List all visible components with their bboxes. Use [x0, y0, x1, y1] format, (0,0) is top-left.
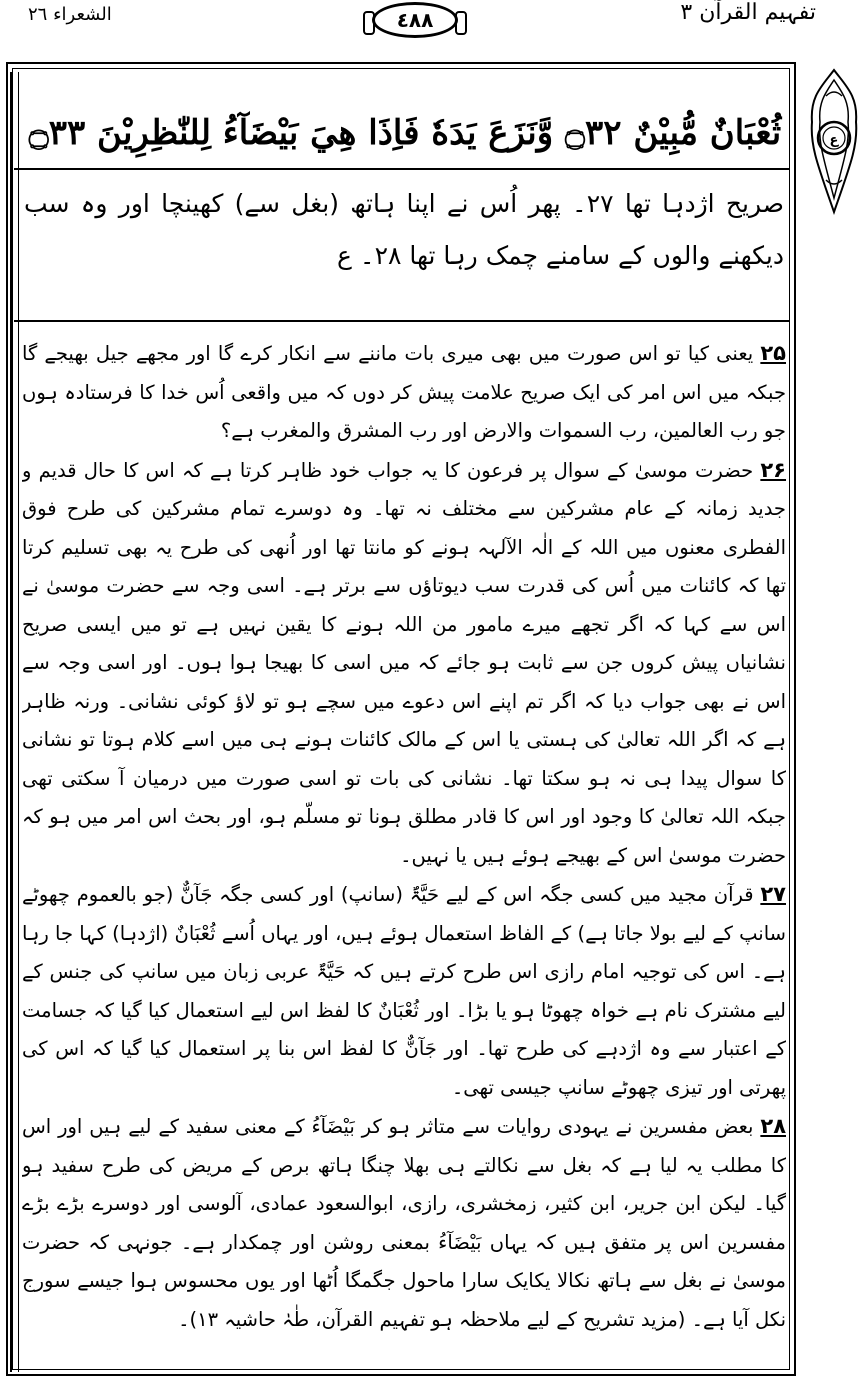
ruku-ornament-icon: [806, 66, 862, 216]
running-header-book-title: تفہیم القرآن ۳: [680, 0, 816, 25]
page-number: ٤٨٨: [396, 8, 434, 32]
footnote: [22, 1107, 786, 1339]
footnote-text: قرآن مجید میں کسی جگہ اس کے لیے حَیَّۃٌ (سانپ) اور کسی جگہ جَآنٌّ (جو بالعموم چھوٹے سانپ کے لیے بولا جاتا ہے) کے الفاظ استعمال ہوئے ہیں، اور یہاں اُسے ثُعْبَانٌ (اژدہا) کہا جا رہا ہے۔ اس کی توجیہ امام رازی اس طرح کرتے ہیں کہ حَیَّۃٌ عربی زبان میں سانپ کی جنس کے لیے مشترک نام ہے خواہ چھوٹا ہو یا بڑا۔ اور ثُعْبَانٌ کا لفظ اس لیے استعمال کیا گیا کہ جسامت کے اعتبار سے وہ اژدہے کی طرح تھا۔ اور جَآنٌّ کا لفظ اس بنا پر استعمال کیا گیا کہ اس کی پھرتی اور تیزی چھوٹے سانپ جیسی تھی۔: [22, 883, 786, 1099]
quran-verse: ثُعْبَانٌ مُّبِيْنٌ ۝٣٢ وَّنَزَعَ يَدَهٗ فَاِذَا هِيَ بَيْضَآءُ لِلنّٰظِرِيْنَ ۝٣٣: [28, 113, 782, 153]
footnote: [22, 334, 786, 451]
page-number-badge: [372, 2, 458, 38]
verse-divider: [14, 168, 790, 170]
footnote-text: یعنی کیا تو اس صورت میں بھی میری بات ماننے سے انکار کرے گا اور مجھے جیل بھیجے گا جبکہ میں اس امر کی ایک صریح علامت پیش کر دوں کہ میں واقعی اُس خدا کا فرستادہ ہوں جو رب العالمین، رب السموات والارض اور رب المشرق والمغرب ہے؟: [22, 342, 786, 442]
footnote-text: بعض مفسرین نے یہودی روایات سے متاثر ہو کر بَیْضَآءُ کے معنی سفید کے لیے ہیں اور اس کا مطلب یہ لیا ہے کہ بغل سے نکالتے ہی بھلا چنگا ہاتھ برص کے مریض کی طرح سفید ہو گیا۔ لیکن ابن جریر، ابن کثیر، زمخشری، رازی، ابوالسعود عمادی، آلوسی اور دوسرے بڑے بڑے مفسرین اس پر متفق ہیں کہ یہاں بَیْضَآءُ بمعنی روشن اور چمکدار ہے۔ جونہی کہ حضرت موسیٰ نے بغل سے ہاتھ نکالا یکایک سارا ماحول جگمگا اُٹھا اور یوں محسوس ہوا جیسے سورج نکل آیا ہے۔ (مزید تشریح کے لیے ملاحظہ ہو تفہیم القرآن، طٰہٰ حاشیہ ۱۳)۔: [22, 1115, 786, 1331]
footnotes: [22, 334, 786, 1374]
translation-divider: [14, 320, 790, 322]
footnote-number: ۲۵: [760, 341, 786, 365]
svg-text:ع: ع: [829, 133, 839, 148]
footnote: [22, 451, 786, 876]
footnote-text: حضرت موسیٰ کے سوال پر فرعون کا یہ جواب خود ظاہر کرتا ہے کہ اس کا حال قدیم و جدید زمانہ کے عام مشرکین سے مختلف نہ تھا۔ وہ دوسرے تمام مشرکین کی طرح فوق الفطری معنوں میں اللہ کے الٰہ الآلہہ ہونے کو مانتا تھا اور اُنھی کی طرح یہ بھی تسلیم کرتا تھا کہ کائنات میں اُس کی قدرت سب دیوتاؤں سے برتر ہے۔ اسی وجہ سے حضرت موسیٰ نے اس سے کہا کہ اگر تجھے میرے مامور من اللہ ہونے کا یقین نہیں ہے تو میں ایسی صریح نشانیاں پیش کروں جن سے ثابت ہو جائے کہ میں اسی کا بھیجا ہوا ہوں۔ اور اسی وجہ سے اس نے بھی جواب دیا کہ اگر تم اپنے اس دعوے میں سچے ہو تو لاؤ کوئی نشانی۔ ورنہ ظاہر ہے کہ اگر اللہ تعالیٰ کی ہستی یا اس کے مالک کائنات ہونے ہی میں اسے کلام ہوتا تو نشانی کا سوال پیدا ہی نہ ہو سکتا تھا۔ نشانی کی بات تو اسی صورت میں درمیان آ سکتی تھی جبکہ اللہ تعالیٰ کا وجود اور اس کا قادر مطلق ہونا تو مسلّم ہو، اور بحث اس امر میں ہو کہ حضرت موسیٰ اس کے بھیجے ہوئے ہیں یا نہیں۔: [22, 458, 786, 867]
footnote-number: ۲۷: [760, 882, 786, 906]
verse-translation: صریح اژدہا تھا ۲۷۔ پھر اُس نے اپنا ہاتھ (بغل سے) کھینچا اور وہ سب دیکھنے والوں کے سامنے چمک رہا تھا ۲۸۔ ع: [24, 189, 784, 270]
running-header-surah: الشعراء ٢٦: [28, 4, 112, 25]
footnote-number: ۲۶: [760, 457, 786, 482]
footnote: [22, 875, 786, 1107]
footnote-number: ۲۸: [760, 1114, 786, 1138]
